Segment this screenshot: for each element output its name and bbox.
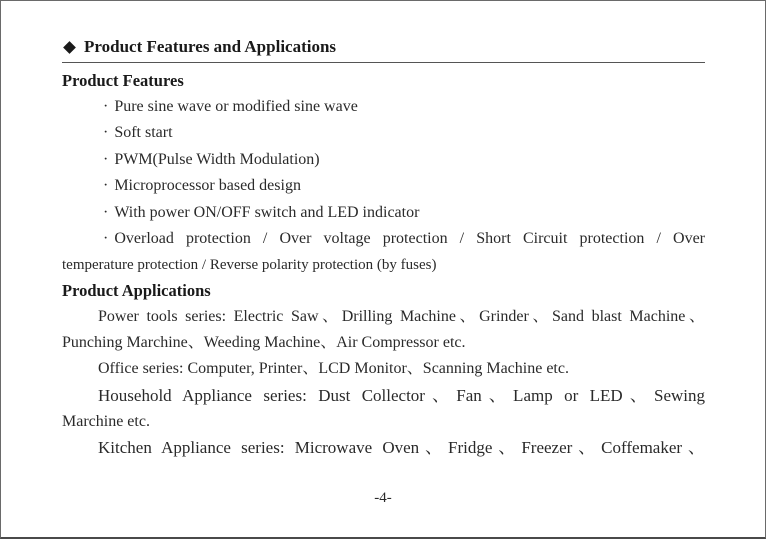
application-line: Household Appliance series: Dust Collector、Fan、Lamp or LED、Sewing xyxy=(98,386,705,405)
feature-item: · With power ON/OFF switch and LED indicator xyxy=(103,203,419,223)
features-title: Product Features xyxy=(62,71,184,90)
heading-rule xyxy=(62,62,705,63)
applications-title: Product Applications xyxy=(62,281,211,300)
feature-item: · Pure sine wave or modified sine wave xyxy=(103,97,358,117)
feature-item: · PWM(Pulse Width Modulation) xyxy=(103,150,320,170)
application-line: Punching Marchine、Weeding Machine、Air Compressor etc. xyxy=(62,334,466,351)
feature-item: · Microprocessor based design xyxy=(103,176,301,196)
feature-continuation: temperature protection / Reverse polarity protection (by fuses) xyxy=(62,257,437,273)
application-line: Power tools series: Electric Saw、Drilling Machine、Grinder、Sand blast Machine、 xyxy=(98,308,705,325)
section-heading-text: Product Features and Applications xyxy=(84,37,337,56)
application-line: Marchine etc. xyxy=(62,413,150,430)
page-number: -4- xyxy=(374,490,392,506)
application-line: Office series: Computer, Printer、LCD Monitor、Scanning Machine etc. xyxy=(98,360,569,377)
diamond-bullet-icon xyxy=(63,41,76,54)
feature-item: · Soft start xyxy=(103,123,173,143)
application-line: Kitchen Appliance series: Microwave Oven、Fridge、Freezer、Coffemaker、 xyxy=(98,438,705,457)
feature-item: · Overload protection / Over voltage protection / Short Circuit protection / Over xyxy=(103,229,705,249)
section-heading xyxy=(62,37,336,57)
